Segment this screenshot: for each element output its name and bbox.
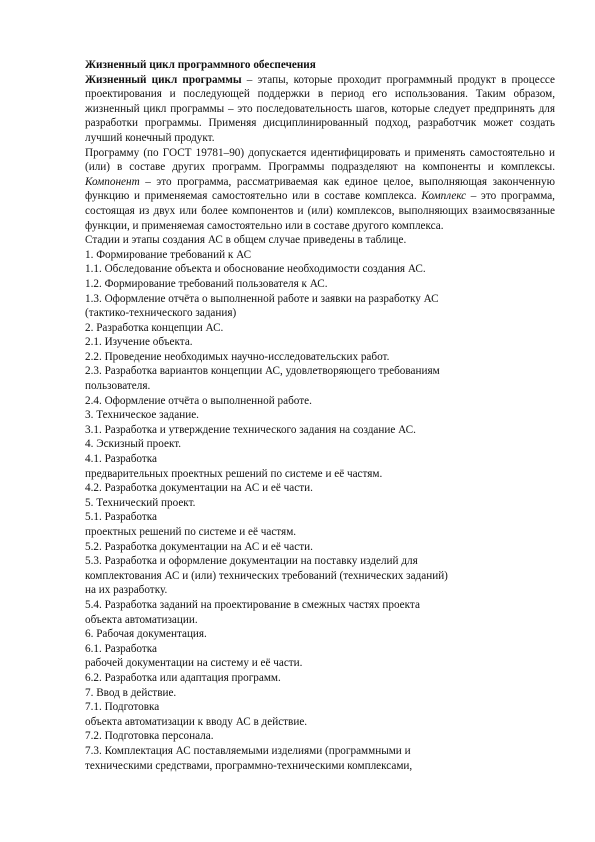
list-line: (тактико-технического задания) xyxy=(85,307,237,320)
list-line: 4.1. Разработка xyxy=(85,453,158,466)
term-program-lifecycle: Жизненный цикл программы xyxy=(85,73,242,86)
list-line: 5.1. Разработка xyxy=(85,511,158,524)
list-line: 5. Технический проект. xyxy=(85,496,196,509)
term-component: Компонент xyxy=(85,175,140,188)
list-line: проектных решений по системе и её частям. xyxy=(85,526,297,538)
paragraph-text: – этапы, которые проходит программный продукт в процессе проектирования и последующей поддержки в период его использования. Таким образом, жизненный цикл программы – это последовательность шагов, которые следует предпринять для разработки программы. Применяя дисциплинированный подход, разработчик может создать лучший конечный продукт. xyxy=(85,73,555,144)
list-line: 2. Разработка концепции АС. xyxy=(85,321,224,334)
paragraph-lifecycle-definition xyxy=(85,73,555,146)
list-line: 6.1. Разработка xyxy=(85,642,158,655)
list-line: 6.2. Разработка или адаптация программ. xyxy=(85,671,281,684)
list-line: 1.1. Обследование объекта и обоснование необходимости создания АС. xyxy=(85,263,426,276)
list-line: 2.2. Проведение необходимых научно-исследовательских работ. xyxy=(85,350,390,363)
list-line: 2.4. Оформление отчёта о выполненной работе. xyxy=(85,394,312,407)
list-line: предварительных проектных решений по системе и её частям. xyxy=(85,467,383,480)
list-line: 1.3. Оформление отчёта о выполненной работе и заявки на разработку АС xyxy=(85,292,439,305)
list-line: 7.2. Подготовка персонала. xyxy=(85,730,214,743)
list-line: объекта автоматизации. xyxy=(85,613,198,626)
list-line: комплектования АС и (или) технических требований (технических заданий) xyxy=(85,569,448,582)
list-line: Стадии и этапы создания АС в общем случае приведены в таблице. xyxy=(85,234,407,247)
paragraph-text: – это программа, состоящая из двух или более компонентов и (или) комплексов, выполняющих взаимосвязанные функции, и применяемая самостоятельно или в составе другого комплекса. xyxy=(85,190,555,232)
list-line: 3. Техническое задание. xyxy=(85,409,199,422)
list-line: 6. Рабочая документация. xyxy=(85,628,207,641)
list-line: 4.2. Разработка документации на АС и её части. xyxy=(85,482,313,495)
list-line: 5.4. Разработка заданий на проектирование в смежных частях проекта xyxy=(85,598,420,611)
term-complex: Комплекс xyxy=(421,190,467,203)
list-line: 7. Ввод в действие. xyxy=(85,686,177,699)
list-line: техническими средствами, программно-техническими комплексами, xyxy=(85,759,413,772)
list-line: 7.3. Комплектация АС поставляемыми изделиями (программными и xyxy=(85,744,411,757)
list-line: 5.3. Разработка и оформление документации на поставку изделий для xyxy=(85,555,418,568)
paragraph-text: – это программа, рассматриваемая как единое целое, выполняющая законченную функцию и применяемая самостоятельно или в составе комплекса. xyxy=(85,175,555,203)
stages-list xyxy=(85,233,555,773)
document-title: Жизненный цикл программного обеспечения xyxy=(85,59,316,71)
list-line: рабочей документации на систему и её части. xyxy=(85,657,303,670)
list-line: объекта автоматизации к вводу АС в действие. xyxy=(85,715,308,728)
list-line: 2.1. Изучение объекта. xyxy=(85,336,193,349)
list-line: 1. Формирование требований к АС xyxy=(85,248,252,261)
list-line: 3.1. Разработка и утверждение технического задания на создание АС. xyxy=(85,423,416,436)
document-page xyxy=(85,58,555,773)
list-line: 1.2. Формирование требований пользователя к АС. xyxy=(85,277,328,290)
list-line: 2.3. Разработка вариантов концепции АС, удовлетворяющего требованиям xyxy=(85,365,440,378)
list-line: 7.1. Подготовка xyxy=(85,701,160,714)
list-line: пользователя. xyxy=(85,380,151,393)
list-line: 4. Эскизный проект. xyxy=(85,438,182,451)
paragraph-text: Программу (по ГОСТ 19781–90) допускается идентифицировать и применять самостоятельно и (или) в составе других программ. Программы подразделяют на компоненты и комплексы. xyxy=(85,146,555,174)
paragraph-components-complexes xyxy=(85,146,555,234)
list-line: 5.2. Разработка документации на АС и её части. xyxy=(85,540,313,553)
list-line: на их разработку. xyxy=(85,584,168,597)
